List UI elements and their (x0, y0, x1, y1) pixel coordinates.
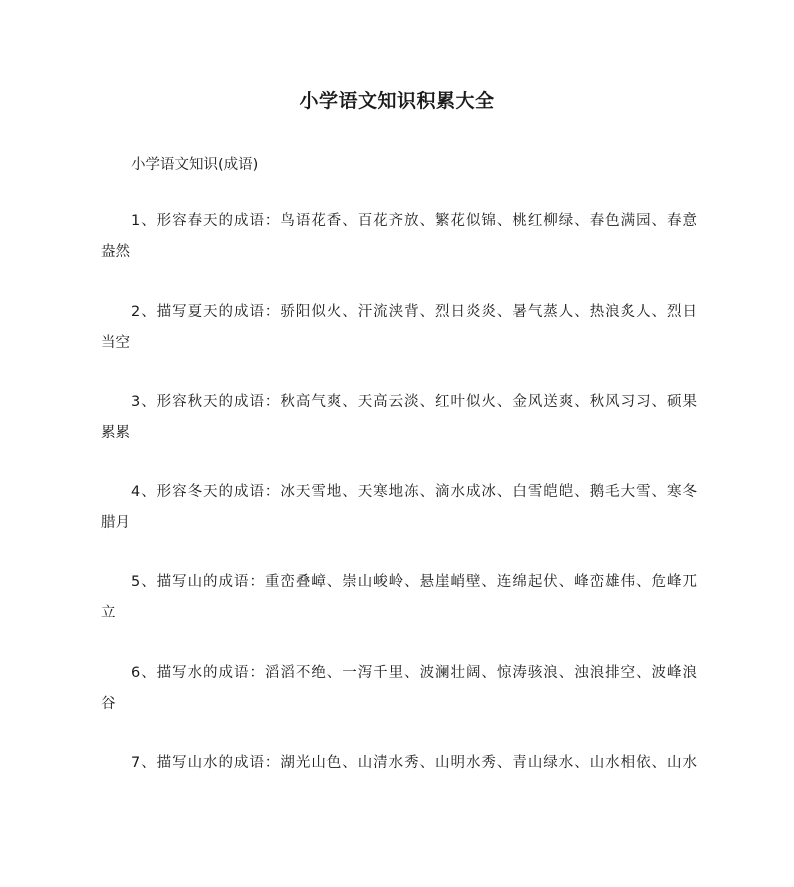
item-line-continued: 当空 (101, 335, 130, 351)
item-line-continued: 谷 (101, 696, 116, 712)
list-item (101, 387, 697, 449)
item-line: 3、形容秋天的成语：秋高气爽、天高云淡、红叶似火、金风送爽、秋风习习、硕果 (131, 394, 697, 410)
list-item (101, 567, 697, 629)
item-line-continued: 盎然 (101, 244, 130, 260)
item-line: 6、描写水的成语：滔滔不绝、一泻千里、波澜壮阔、惊涛骇浪、浊浪排空、波峰浪 (131, 665, 697, 681)
item-line: 7、描写山水的成语：湖光山色、山清水秀、山明水秀、青山绿水、山水相依、山水 (131, 755, 697, 771)
item-line-continued: 立 (101, 605, 116, 621)
page-title: 小学语文知识积累大全 (299, 90, 495, 112)
list-item (101, 658, 697, 720)
list-item (101, 748, 697, 779)
list-item (101, 206, 697, 268)
item-line-continued: 累累 (101, 425, 130, 441)
list-item (101, 477, 697, 539)
item-line: 4、形容冬天的成语：冰天雪地、天寒地冻、滴水成冰、白雪皑皑、鹅毛大雪、寒冬 (131, 484, 697, 500)
item-line: 2、描写夏天的成语：骄阳似火、汗流浃背、烈日炎炎、暑气蒸人、热浪炙人、烈日 (131, 304, 697, 320)
item-line-continued: 腊月 (101, 515, 130, 531)
item-line: 1、形容春天的成语：鸟语花香、百花齐放、繁花似锦、桃红柳绿、春色满园、春意 (131, 213, 697, 229)
list-item (101, 297, 697, 359)
item-line: 5、描写山的成语：重峦叠嶂、崇山峻岭、悬崖峭壁、连绵起伏、峰峦雄伟、危峰兀 (131, 574, 697, 590)
section-heading: 小学语文知识(成语) (131, 157, 259, 173)
